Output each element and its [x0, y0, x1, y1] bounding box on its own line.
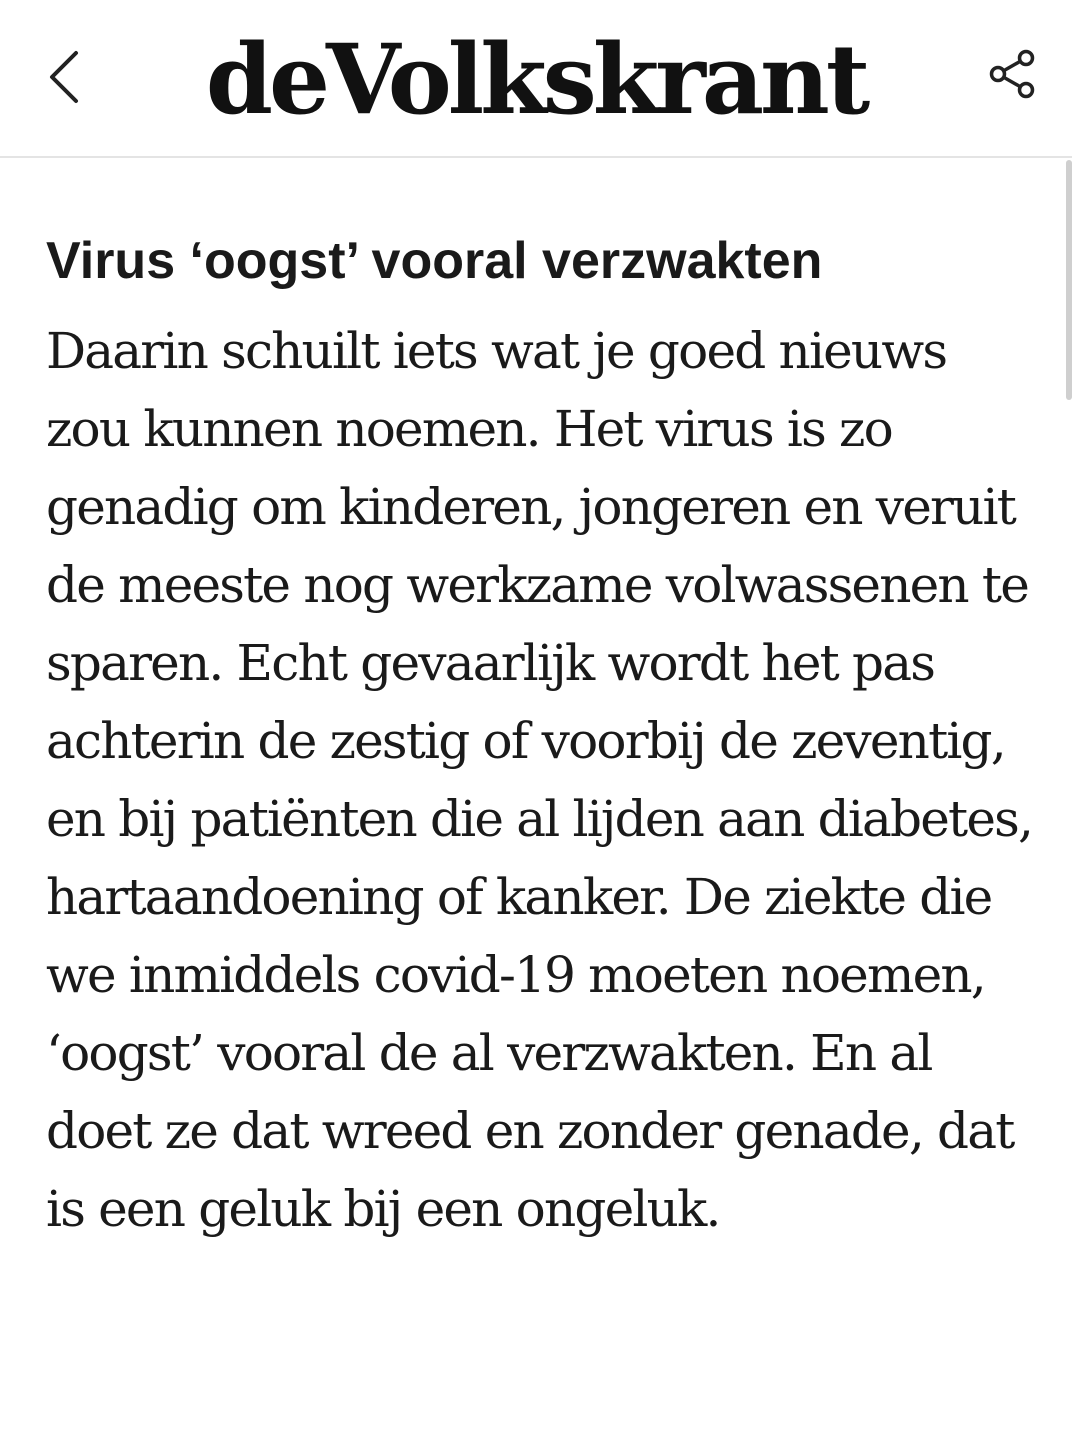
share-button[interactable]: [982, 44, 1042, 104]
article-headline: Virus ‘oogst’ vooral verzwakten: [46, 232, 823, 290]
logo: deVolkskrant: [205, 23, 867, 136]
scrollbar[interactable]: [1066, 160, 1072, 400]
share-icon: [986, 48, 1038, 100]
article-body: Daarin schuilt iets wat je goed nieuws zou kunnen noemen. Het virus is zo genadig om kinderen, jongeren en veruit de meeste nog werkzame volwassenen te sparen. Echt gevaarlijk wordt het pas achterin de zestig of voorbij de zeventig, en bij patiënten die al lijden aan diabetes, hartaandoening of kanker. De ziekte die we inmiddels covid-19 moeten noemen, ‘oogst’ vooral de al verzwakten. En al doet ze dat wreed en zonder genade, dat is een geluk bij een ongeluk.: [46, 322, 1033, 1238]
top-bar: [0, 0, 1072, 158]
